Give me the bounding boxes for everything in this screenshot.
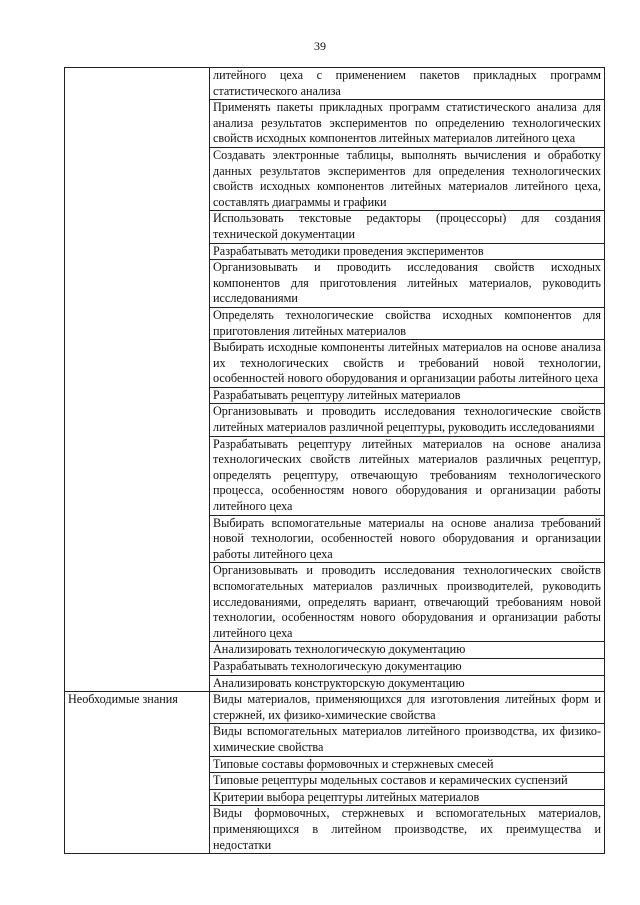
table-row: [65, 68, 605, 100]
table-cell: Разрабатывать технологическую документацию: [210, 658, 605, 675]
table-cell: Определять технологические свойства исходных компонентов для приготовления литейных материалов: [210, 307, 605, 339]
table-row: [65, 692, 605, 724]
table-cell: Типовые составы формовочных и стержневых смесей: [210, 756, 605, 773]
table-cell: Типовые рецептуры модельных составов и керамических суспензий: [210, 773, 605, 790]
table-cell: Организовывать и проводить исследования технологические свойств литейных материалов различной рецептуры, руководить исследованиями: [210, 404, 605, 436]
table-cell: Виды материалов, применяющихся для изготовления литейных форм и стержней, их физико-химические свойства: [210, 692, 605, 724]
table-cell: Выбирать вспомогательные материалы на основе анализа требований новой технологии, особенностей нового оборудования и организации работы литейного цеха: [210, 515, 605, 563]
table-cell: Организовывать и проводить исследования технологических свойств вспомогательных материалов различных производителей, руководить исследованиями, определять вариант, отвечающий требованиям новой технологии, особенностям нового оборудования и организации работы литейного цеха: [210, 563, 605, 642]
table-cell: литейного цеха с применением пакетов прикладных программ статистического анализа: [210, 68, 605, 100]
table-cell: Применять пакеты прикладных программ статистического анализа для анализа результатов экспериментов по определению технологических свойств исходных компонентов литейных материалов литейного цеха: [210, 100, 605, 148]
page-number: 39: [314, 39, 326, 53]
table-cell: Разрабатывать рецептуру литейных материалов на основе анализа технологических свойств литейных материалов различных рецептур, определять рецептуру, отвечающую требованиям технологического процесса, особенностям нового оборудования и организации работы литейного цеха: [210, 436, 605, 515]
table-cell: Разрабатывать рецептуру литейных материалов: [210, 387, 605, 404]
table-cell: Анализировать технологическую документацию: [210, 642, 605, 659]
table-cell: Критерии выбора рецептуры литейных материалов: [210, 789, 605, 806]
table-cell: Анализировать конструкторскую документацию: [210, 675, 605, 692]
table-cell: Создавать электронные таблицы, выполнять вычисления и обработку данных результатов экспериментов для определения технологических свойств исходных компонентов литейных материалов литейного цеха, составлять диаграммы и графики: [210, 147, 605, 210]
table-cell: Виды формовочных, стержневых и вспомогательных материалов, применяющихся в литейном производстве, их преимущества и недостатки: [210, 806, 605, 854]
table-cell: Разрабатывать методики проведения экспериментов: [210, 243, 605, 260]
table-cell: Выбирать исходные компоненты литейных материалов на основе анализа их технологических свойств и требований новой технологии, особенностей нового оборудования и организации работы литейного цеха: [210, 340, 605, 388]
row-heading-skills: [65, 68, 210, 692]
table-cell: Использовать текстовые редакторы (процессоры) для создания технической документации: [210, 211, 605, 243]
table-cell: Виды вспомогательных материалов литейного производства, их физико-химические свойства: [210, 724, 605, 756]
table-cell: Организовывать и проводить исследования свойств исходных компонентов для приготовления литейных материалов, руководить исследованиями: [210, 260, 605, 308]
requirements-table: [64, 67, 605, 854]
row-heading-knowledge: Необходимые знания: [65, 692, 210, 854]
